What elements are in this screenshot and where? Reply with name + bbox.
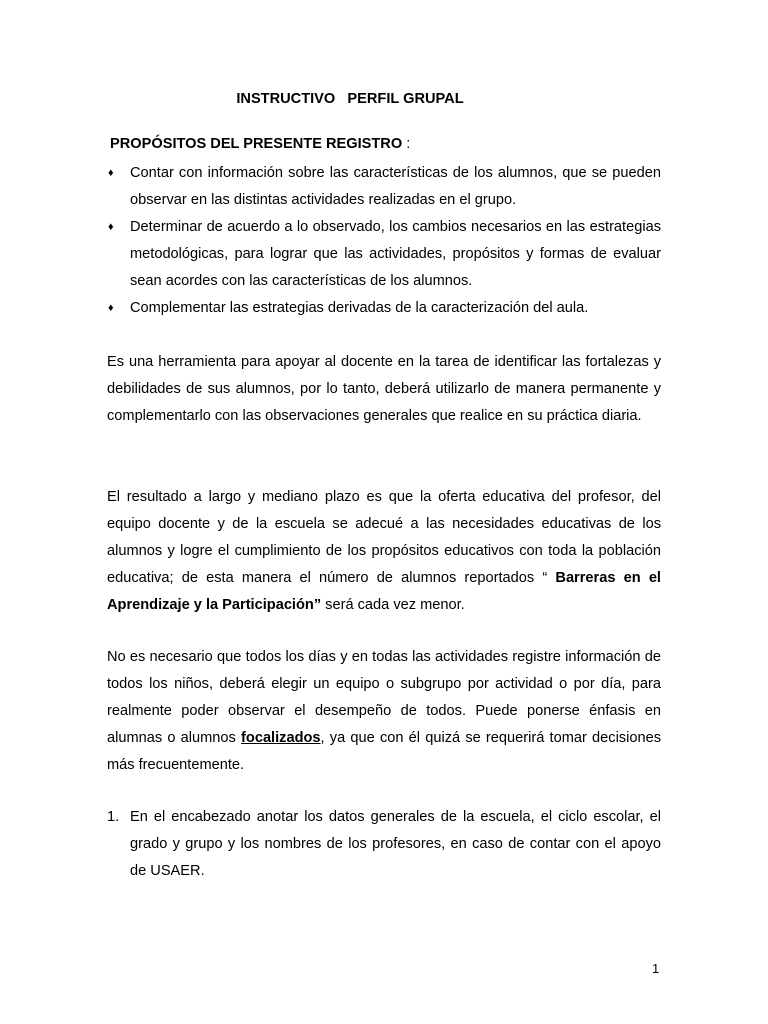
bullet-item (107, 160, 661, 214)
section-heading-colon: : (402, 136, 411, 152)
purpose-bullet-list (107, 160, 661, 322)
barreras-bold-text: Barreras en el Aprendizaje y la Participación” (107, 570, 661, 613)
page-number: 1 (652, 961, 660, 976)
paragraph-expected-result (107, 484, 661, 619)
section-heading-text: PROPÓSITOS DEL PRESENTE REGISTRO (110, 136, 403, 152)
bullet-item (107, 214, 661, 295)
focalizados-underlined-text: focalizados (241, 730, 321, 746)
numbered-item-text: En el encabezado anotar los datos generales de la escuela, el ciclo escolar, el grado y grupo y los nombres de los profesores, en caso de contar con el apoyo de USAER. (130, 809, 661, 879)
paragraph-observation-text: No es necesario que todos los días y en todas las actividades registre información de todos los niños, deberá elegir un equipo o subgrupo por actividad o por día, para realmente poder observar el desempeño de todos. Puede ponerse énfasis en alumnas o alumnos (107, 649, 661, 746)
bullet-text: Contar con información sobre las características de los alumnos, que se pueden observar en las distintas actividades realizadas en el grupo. (130, 165, 661, 208)
item-number: 1. (107, 809, 120, 825)
document-title: INSTRUCTIVO PERFIL GRUPAL (236, 91, 464, 107)
diamond-bullet-icon: ♦ (108, 221, 114, 233)
paragraph-tool-description: Es una herramienta para apoyar al docente en la tarea de identificar las fortalezas y debilidades de sus alumnos, por lo tanto, deberá utilizarlo de manera permanente y complementarlo con las observaciones generales que realice en su práctica diaria. (107, 354, 661, 424)
paragraph-observation-tail: , ya que con él quizá se requerirá tomar decisiones más frecuentemente. (107, 730, 661, 773)
bullet-text: Determinar de acuerdo a lo observado, los cambios necesarios en las estrategias metodológicas, para lograr que las actividades, propósitos y formas de evaluar sean acordes con las características de los alumnos. (130, 219, 661, 289)
bullet-text: Complementar las estrategias derivadas de la caracterización del aula. (130, 300, 589, 316)
bullet-item (107, 295, 661, 322)
diamond-bullet-icon: ♦ (108, 302, 114, 314)
paragraph-observation-note (107, 644, 661, 779)
paragraph-expected-result-text: El resultado a largo y mediano plazo es que la oferta educativa del profesor, del equipo docente y de la escuela se adecué a las necesidades educativas de los alumnos y logre el cumplimiento de los propósitos educativos con toda la población educativa; de esta manera el número de alumnos reportados “ (107, 489, 661, 586)
paragraph-expected-result-tail: será cada vez menor. (321, 597, 465, 613)
instructions-numbered-list (107, 804, 661, 885)
section-heading (110, 136, 410, 152)
diamond-bullet-icon: ♦ (108, 167, 114, 179)
numbered-item (107, 804, 661, 885)
